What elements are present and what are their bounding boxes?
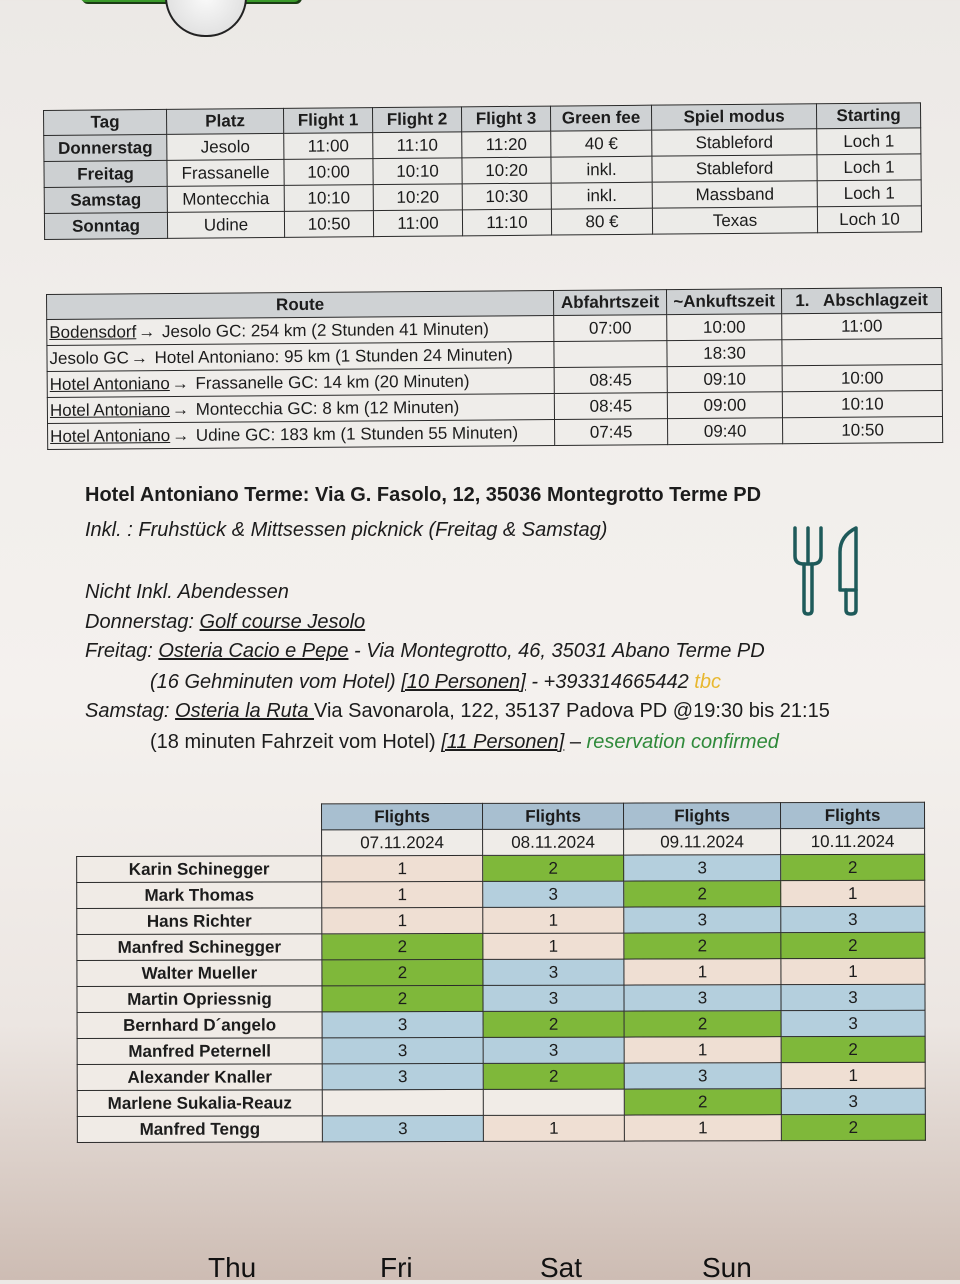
schedule-cell-tag: Freitag xyxy=(44,160,167,187)
header-spiel-modus: Spiel modus xyxy=(651,104,816,130)
route-tee-time xyxy=(782,338,942,365)
schedule-cell-flight-1: 11:00 xyxy=(284,133,373,160)
header-ankunftszeit: ~Ankuftszeit xyxy=(666,289,781,315)
header-flight-1: Flight 1 xyxy=(283,108,372,134)
player-row xyxy=(77,1062,925,1090)
player-flight-cell: 2 xyxy=(483,855,624,881)
player-flight-cell: 3 xyxy=(781,984,925,1010)
route-destination: Jesolo GC: 254 km (2 Stunden 41 Minuten) xyxy=(157,319,490,341)
arrow-right-icon: → xyxy=(171,399,190,419)
header-platz: Platz xyxy=(166,108,283,134)
player-flight-cell: 1 xyxy=(322,855,483,881)
route-depart-time xyxy=(554,341,667,368)
route-cell xyxy=(47,342,554,372)
hotel-included: Inkl. : Fruhstück & Mittsessen picknick (Freitag & Samstag) xyxy=(85,519,608,541)
player-flight-cell: 3 xyxy=(624,907,781,933)
route-depart-time: 07:00 xyxy=(554,315,667,342)
schedule-cell-starting: Loch 1 xyxy=(817,180,921,207)
schedule-cell-flight-2: 11:10 xyxy=(373,132,462,159)
dinner-saturday xyxy=(85,700,830,723)
route-cell xyxy=(47,368,554,398)
route-tee-time: 10:10 xyxy=(782,390,942,417)
dinner-friday-detail xyxy=(150,671,721,694)
schedule-cell-green-fee: inkl. xyxy=(551,156,652,183)
player-flight-cell: 1 xyxy=(781,958,925,984)
schedule-cell-flight-3: 11:10 xyxy=(462,209,551,236)
player-flight-cell: 2 xyxy=(322,959,483,985)
player-row xyxy=(77,1010,925,1038)
player-flight-cell: 3 xyxy=(322,1037,483,1063)
arrow-right-icon: → xyxy=(172,425,190,445)
player-name: Karin Schinegger xyxy=(77,856,322,883)
dinner-thursday xyxy=(85,611,365,634)
player-name: Manfred Peternell xyxy=(77,1038,322,1065)
header-flight-3: Flight 3 xyxy=(461,106,550,132)
player-row xyxy=(77,854,925,882)
dinner-friday xyxy=(85,640,765,663)
flights-header-3: Flights xyxy=(623,803,780,829)
player-flight-cell: 3 xyxy=(322,1011,483,1037)
route-arrive-time: 09:10 xyxy=(667,366,782,393)
player-name: Bernhard D´angelo xyxy=(77,1012,322,1039)
dinner-saturday-day: Samstag: xyxy=(85,700,176,722)
schedule-cell-flight-3: 10:20 xyxy=(462,157,551,184)
player-flight-cell: 2 xyxy=(781,854,925,880)
flights-header-1: Flights xyxy=(322,803,483,829)
player-flight-cell: 1 xyxy=(624,1115,781,1141)
header-route: Route xyxy=(47,291,554,320)
player-flight-cell: 3 xyxy=(781,1088,925,1114)
player-flight-cell: 2 xyxy=(483,1063,624,1089)
dinner-thursday-place[interactable]: Golf course Jesolo xyxy=(199,611,366,633)
schedule-cell-flight-1: 10:50 xyxy=(284,211,373,238)
player-row xyxy=(77,1114,925,1142)
player-flight-cell: 3 xyxy=(781,906,925,932)
player-flight-cell: 3 xyxy=(483,985,624,1011)
header-green-fee: Green fee xyxy=(550,105,651,131)
player-flight-cell: 2 xyxy=(624,881,781,907)
dinner-friday-day: Freitag: xyxy=(85,640,159,662)
green-flight-logo xyxy=(80,0,320,40)
day-label-fri: Fri xyxy=(380,1252,413,1283)
arrow-right-icon: → xyxy=(138,321,156,341)
player-flight-cell: 1 xyxy=(781,1062,925,1088)
schedule-cell-spiel-modus: Texas xyxy=(652,207,817,234)
route-arrive-time: 09:00 xyxy=(667,392,782,419)
player-flight-cell xyxy=(322,1089,483,1115)
route-arrive-time: 09:40 xyxy=(667,418,782,445)
dinner-friday-phone[interactable]: - +393314665442 xyxy=(525,671,695,693)
schedule-cell-starting: Loch 1 xyxy=(817,154,921,181)
player-flight-cell: 1 xyxy=(624,1037,781,1063)
route-depart-time: 08:45 xyxy=(554,393,667,420)
player-flight-cell: 3 xyxy=(781,1010,925,1036)
player-flight-cell: 1 xyxy=(483,933,624,959)
schedule-cell-spiel-modus: Massband xyxy=(652,181,817,208)
route-tee-time: 10:00 xyxy=(782,364,942,391)
player-flight-cell: 1 xyxy=(483,1115,624,1141)
flights-date-row xyxy=(77,828,925,856)
schedule-cell-platz: Montecchia xyxy=(167,185,284,212)
route-destination: Udine GC: 183 km (1 Stunden 55 Minuten) xyxy=(191,422,519,445)
schedule-cell-green-fee: 40 € xyxy=(551,130,652,157)
dinner-thursday-day: Donnerstag: xyxy=(85,611,200,633)
route-origin[interactable]: Bodensdorf xyxy=(49,321,137,342)
schedule-cell-platz: Frassanelle xyxy=(167,159,284,186)
player-row xyxy=(77,1036,925,1064)
player-flight-cell: 2 xyxy=(781,932,925,958)
route-arrive-time: 18:30 xyxy=(667,340,782,367)
player-flight-cell: 2 xyxy=(781,1036,925,1062)
schedule-cell-tag: Donnerstag xyxy=(44,134,167,161)
header-flight-2: Flight 2 xyxy=(372,107,461,133)
player-flight-cell: 3 xyxy=(483,1037,624,1063)
player-name: Martin Opriessnig xyxy=(77,986,322,1013)
schedule-cell-starting: Loch 10 xyxy=(817,206,921,233)
flights-header-2: Flights xyxy=(482,803,623,829)
player-flight-cell: 1 xyxy=(624,959,781,985)
schedule-table xyxy=(43,102,922,240)
player-name: Walter Mueller xyxy=(77,960,322,987)
golf-ball-icon xyxy=(165,0,247,37)
schedule-cell-flight-1: 10:00 xyxy=(284,159,373,186)
flights-header-row xyxy=(77,802,925,830)
route-cell xyxy=(47,316,554,346)
player-name: Hans Richter xyxy=(77,908,322,935)
player-flight-cell xyxy=(483,1089,624,1115)
route-origin[interactable]: Hotel Antoniano xyxy=(49,373,170,394)
route-destination: Hotel Antoniano: 95 km (1 Stunden 24 Minuten) xyxy=(149,344,513,367)
player-flight-cell: 3 xyxy=(624,855,781,881)
schedule-cell-flight-2: 11:00 xyxy=(373,210,462,237)
route-depart-time: 08:45 xyxy=(554,367,667,394)
route-origin: Jesolo GC xyxy=(49,347,129,368)
dinner-friday-distance: (16 Gehminuten vom Hotel) xyxy=(150,671,402,693)
schedule-cell-spiel-modus: Stableford xyxy=(652,129,817,156)
dinner-saturday-place[interactable]: Osteria la Ruta xyxy=(175,700,314,722)
route-destination: Montecchia GC: 8 km (12 Minuten) xyxy=(190,397,460,419)
player-flight-cell: 3 xyxy=(322,1063,483,1089)
flights-header-spacer xyxy=(77,804,322,831)
player-flight-cell: 2 xyxy=(624,933,781,959)
player-flight-cell: 3 xyxy=(483,959,624,985)
schedule-cell-tag: Sonntag xyxy=(44,212,167,239)
flights-date-3: 09.11.2024 xyxy=(624,829,781,855)
player-flight-cell: 2 xyxy=(322,933,483,959)
schedule-cell-green-fee: 80 € xyxy=(551,208,652,235)
schedule-cell-flight-2: 10:10 xyxy=(373,158,462,185)
flights-table xyxy=(76,802,926,1143)
schedule-cell-platz: Udine xyxy=(167,211,284,238)
schedule-cell-flight-3: 10:30 xyxy=(462,183,551,210)
schedule-cell-flight-2: 10:20 xyxy=(373,184,462,211)
player-flight-cell: 3 xyxy=(483,881,624,907)
player-row xyxy=(77,958,925,986)
player-row xyxy=(77,906,925,934)
player-flight-cell: 2 xyxy=(781,1114,925,1140)
route-tee-time: 10:50 xyxy=(782,416,942,443)
player-flight-cell: 3 xyxy=(624,1063,781,1089)
player-row xyxy=(77,984,925,1012)
header-abfahrtszeit: Abfahrtszeit xyxy=(553,290,666,316)
player-flight-cell: 1 xyxy=(781,880,925,906)
arrow-right-icon: → xyxy=(171,373,189,393)
flights-date-1: 07.11.2024 xyxy=(322,829,483,855)
arrow-right-icon: → xyxy=(130,347,148,367)
dinner-friday-address: - Via Montegrotto, 46, 35031 Abano Terme PD xyxy=(348,640,765,662)
player-name: Manfred Schinegger xyxy=(77,934,322,961)
dinner-saturday-distance: (18 minuten Fahrzeit vom Hotel) xyxy=(150,731,442,753)
route-origin[interactable]: Hotel Antoniano xyxy=(50,425,171,446)
route-depart-time: 07:45 xyxy=(555,419,668,446)
player-name: Alexander Knaller xyxy=(77,1064,322,1091)
hotel-not-included: Nicht Inkl. Abendessen xyxy=(85,581,289,603)
day-label-thu: Thu xyxy=(208,1252,257,1283)
player-flight-cell: 3 xyxy=(322,1115,483,1141)
route-table xyxy=(46,287,943,450)
route-tee-time: 11:00 xyxy=(782,312,942,339)
schedule-cell-tag: Samstag xyxy=(44,186,167,213)
schedule-cell-starting: Loch 1 xyxy=(817,128,921,155)
player-flight-cell: 1 xyxy=(483,907,624,933)
dinner-saturday-detail xyxy=(150,731,779,754)
route-arrive-time: 10:00 xyxy=(667,314,782,341)
player-flight-cell: 3 xyxy=(624,985,781,1011)
player-name: Mark Thomas xyxy=(77,882,322,909)
player-flight-cell: 1 xyxy=(322,881,483,907)
route-cell xyxy=(47,394,554,424)
flights-date-4: 10.11.2024 xyxy=(781,828,925,854)
dinner-saturday-status: reservation confirmed xyxy=(586,731,779,753)
player-name: Marlene Sukalia-Reauz xyxy=(77,1090,322,1117)
header-tag: Tag xyxy=(44,109,167,135)
player-flight-cell: 2 xyxy=(483,1011,624,1037)
route-origin[interactable]: Hotel Antoniano xyxy=(49,399,171,420)
player-flight-cell: 2 xyxy=(624,1011,781,1037)
player-row xyxy=(77,1088,925,1116)
schedule-cell-platz: Jesolo xyxy=(167,133,284,160)
schedule-cell-flight-3: 11:20 xyxy=(462,131,551,158)
player-row xyxy=(77,880,925,908)
fork-knife-icon xyxy=(790,522,870,617)
dinner-saturday-persons: [11 Personen] xyxy=(441,731,565,753)
route-destination: Frassanelle GC: 14 km (20 Minuten) xyxy=(190,371,470,393)
schedule-cell-flight-1: 10:10 xyxy=(284,185,373,212)
hotel-address: Hotel Antoniano Terme: Via G. Fasolo, 12, 35036 Montegrotto Terme PD xyxy=(85,484,762,506)
header-starting: Starting xyxy=(816,103,920,129)
player-flight-cell: 1 xyxy=(322,907,483,933)
dinner-friday-persons: [10 Personen] xyxy=(401,671,526,693)
route-cell xyxy=(48,420,555,450)
day-label-sun: Sun xyxy=(702,1252,752,1283)
player-flight-cell: 2 xyxy=(624,1089,781,1115)
flights-header-4: Flights xyxy=(780,802,924,828)
dinner-saturday-address: Via Savonarola, 122, 35137 Padova PD @19:30 bis 21:15 xyxy=(314,700,830,722)
player-flight-cell: 2 xyxy=(322,985,483,1011)
day-label-sat: Sat xyxy=(540,1252,583,1283)
dinner-friday-status: tbc xyxy=(694,671,721,693)
dinner-friday-place[interactable]: Osteria Cacio e Pepe xyxy=(158,640,349,662)
header-abschlagzeit: 1. Abschlagzeit xyxy=(781,287,941,313)
dinner-saturday-dash: – xyxy=(564,731,587,753)
flights-date-spacer xyxy=(77,830,322,857)
schedule-cell-green-fee: inkl. xyxy=(551,182,652,209)
player-name: Manfred Tengg xyxy=(77,1116,322,1143)
flights-date-2: 08.11.2024 xyxy=(483,829,624,855)
schedule-cell-spiel-modus: Stableford xyxy=(652,155,817,182)
player-row xyxy=(77,932,925,960)
